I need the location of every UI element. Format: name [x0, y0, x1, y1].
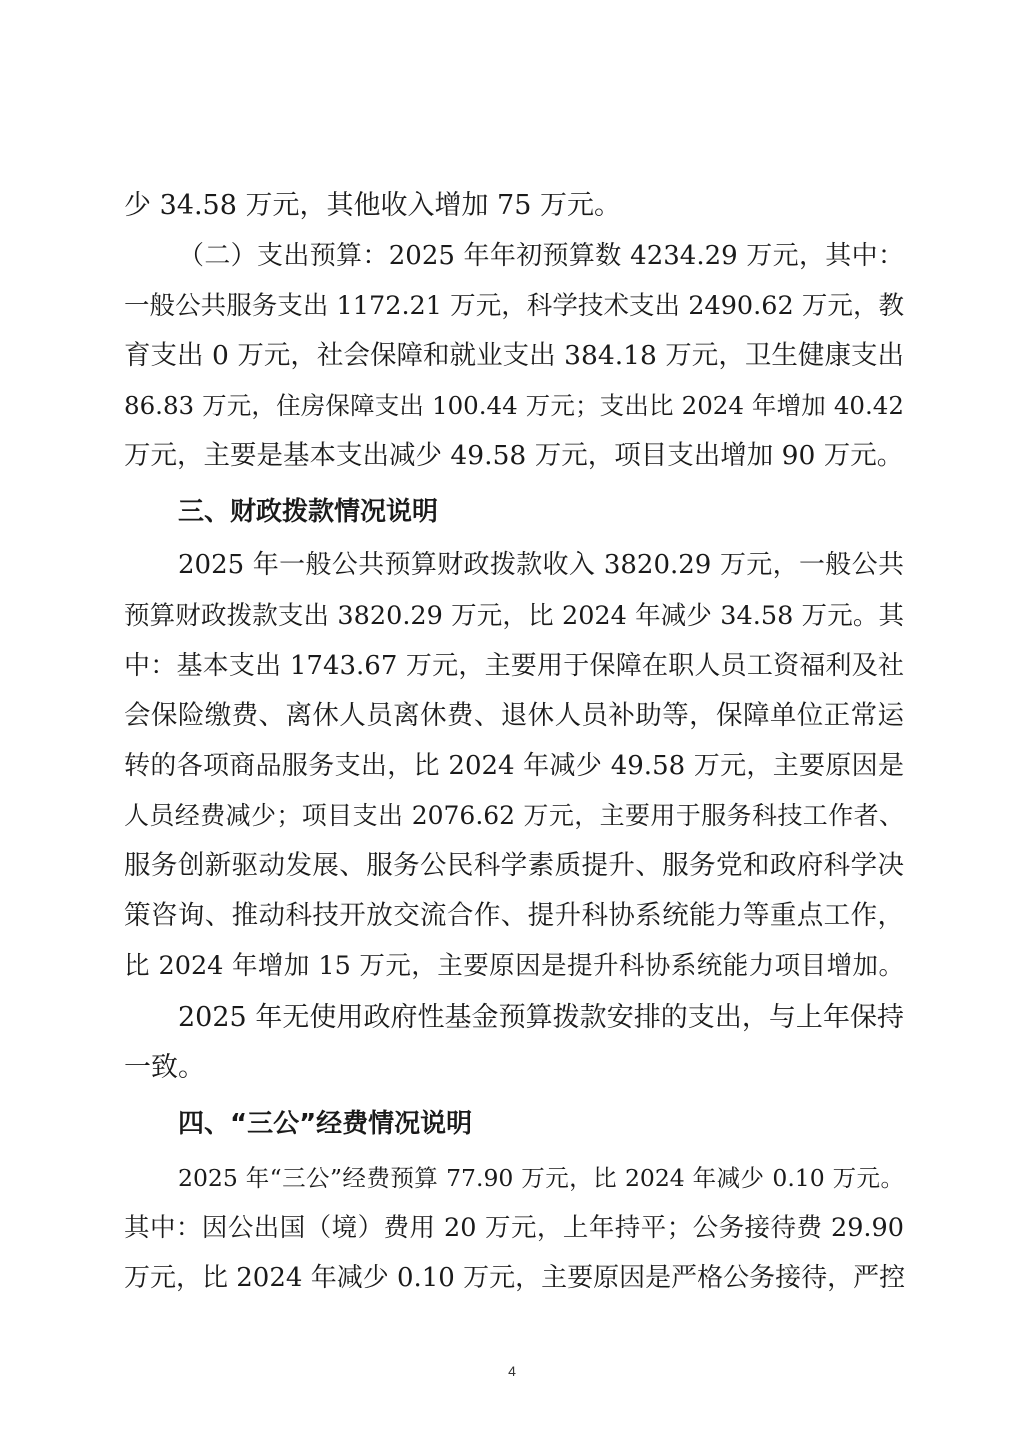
text-line-20: 2025 年“三公”经费预算 77.90 万元，比 2024 年减少 0.10 万元。: [178, 1164, 904, 1192]
text-line-17: 2025 年无使用政府性基金预算拨款安排的支出，与上年保持: [178, 1002, 904, 1033]
text-line-18: 一致。: [124, 1052, 205, 1083]
text-line-6: 万元，主要是基本支出减少 49.58 万元，项目支出增加 90 万元。: [124, 440, 904, 471]
text-line-5: 86.83 万元，住房保障支出 100.44 万元；支出比 2024 年增加 40.42: [124, 391, 904, 420]
text-line-22: 万元，比 2024 年减少 0.10 万元，主要原因是严格公务接待，严控: [124, 1263, 906, 1293]
text-line-11: 会保险缴费、离休人员离休费、退休人员补助等，保障单位正常运: [124, 700, 904, 731]
page-number: 4: [508, 1363, 516, 1379]
text-line-3: 一般公共服务支出 1172.21 万元，科学技术支出 2490.62 万元，教: [124, 291, 904, 321]
subsection-expenditure-budget: （二）支出预算：2025 年年初预算数 4234.29 万元，其中：: [178, 241, 904, 271]
text-line-13: 人员经费减少；项目支出 2076.62 万元，主要用于服务科技工作者、: [124, 801, 904, 830]
section-heading-fiscal-appropriation: 三、财政拨款情况说明: [178, 497, 439, 527]
text-line-16: 比 2024 年增加 15 万元，主要原因是提升科协系统能力项目增加。: [124, 951, 904, 981]
text-line-15: 策咨询、推动科技开放交流合作、提升科协系统能力等重点工作，: [124, 900, 904, 931]
text-line-12: 转的各项商品服务支出，比 2024 年减少 49.58 万元，主要原因是: [124, 751, 904, 781]
text-line-1: 少 34.58 万元，其他收入增加 75 万元。: [124, 190, 621, 221]
text-line-14: 服务创新驱动发展、服务公民科学素质提升、服务党和政府科学决: [124, 850, 904, 881]
text-line-9: 预算财政拨款支出 3820.29 万元，比 2024 年减少 34.58 万元。其: [124, 601, 904, 631]
text-line-10: 中：基本支出 1743.67 万元，主要用于保障在职人员工资福利及社: [124, 651, 904, 681]
text-line-8: 2025 年一般公共预算财政拨款收入 3820.29 万元，一般公共: [178, 550, 904, 580]
text-line-21: 其中：因公出国（境）费用 20 万元，上年持平；公务接待费 29.90: [124, 1213, 904, 1243]
text-line-4: 育支出 0 万元，社会保障和就业支出 384.18 万元，卫生健康支出: [124, 340, 904, 371]
section-heading-three-public-expenses: 四、“三公”经费情况说明: [178, 1109, 473, 1139]
